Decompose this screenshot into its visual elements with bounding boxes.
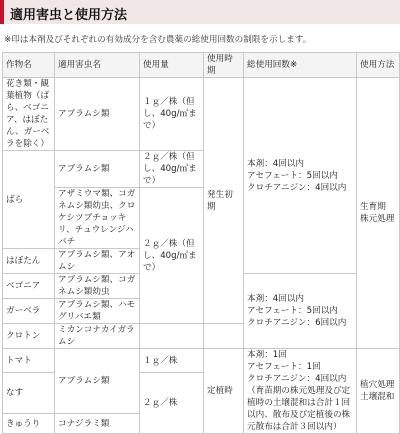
timing-cell-early: 発生初期 bbox=[204, 78, 244, 324]
table-header-row bbox=[3, 53, 400, 78]
amount-cell-1g: １ｇ／株 bbox=[140, 349, 204, 373]
pest-cell-rose-1: アブラムシ類 bbox=[55, 151, 140, 188]
crop-cell-croton: クロトン bbox=[3, 324, 55, 349]
pest-cell-cucumber: コナジラミ類 bbox=[55, 414, 140, 434]
table-row bbox=[3, 78, 400, 151]
pest-cell-begonia: アブラムシ類、コガネムシ類幼虫 bbox=[55, 274, 140, 299]
pest-cell-rose-2: アザミウマ類、コガネムシ類幼虫、クロケシツブチョッキリ、チュウレンジハバチ bbox=[55, 188, 140, 249]
amount-cell-1g-limit: １ｇ／株（但し、40g/㎡まで） bbox=[140, 78, 204, 151]
pest-cell-habotan: アブラムシ類、アオムシ bbox=[55, 249, 140, 274]
crop-cell-rose: ばら bbox=[3, 151, 55, 249]
method-cell-soil: 植穴処理 土壌混和 bbox=[357, 349, 400, 434]
crop-cell-tomato: トマト bbox=[3, 349, 55, 373]
count-cell-group-c: 本剤：1回 アセフェート：1回 クロチアニジン：4回以内（育苗期の株元処理及び定植時の土壌混和は合計１回以内、散布及び定植後の株元散布は合計３回以内） bbox=[244, 349, 357, 434]
amount-cell-croton-empty bbox=[140, 324, 204, 349]
header-pest: 適用害虫名 bbox=[55, 53, 140, 78]
timing-cell-croton-empty bbox=[204, 324, 244, 349]
amount-cell-2g-limit-a: ２ｇ／株（但し、40g/㎡まで） bbox=[140, 151, 204, 188]
pest-cell-tomato-eggplant: アブラムシ類 bbox=[55, 349, 140, 414]
crop-cell-gerbera: ガーベラ bbox=[3, 299, 55, 324]
crop-cell-cucumber: きゅうり bbox=[3, 414, 55, 434]
header-timing: 使用時期 bbox=[204, 53, 244, 78]
count-cell-group-b: 本剤：4回以内 アセフェート：5回以内 クロチアニジン：6回以内 bbox=[244, 274, 357, 349]
pest-cell-gerbera: アブラムシ類、ハモグリバエ類 bbox=[55, 299, 140, 324]
section-header bbox=[0, 0, 400, 24]
crop-cell-habotan: はぼたん bbox=[3, 249, 55, 274]
page-title: 適用害虫と使用方法 bbox=[10, 8, 128, 23]
method-cell-base: 生育期 株元処理 bbox=[357, 78, 400, 349]
crop-cell-flowers: 花き類・観葉植物（ばら、ベゴニア、はぼたん、ガーベラを除く） bbox=[3, 78, 55, 151]
application-table bbox=[2, 52, 400, 434]
header-crop: 作物名 bbox=[3, 53, 55, 78]
timing-cell-planting: 定植時 bbox=[204, 349, 244, 434]
table-row bbox=[3, 349, 400, 373]
amount-cell-2g: ２ｇ／株 bbox=[140, 373, 204, 434]
amount-cell-2g-limit-b: ２ｇ／株（但し、40g/㎡まで） bbox=[140, 188, 204, 324]
count-cell-group-a: 本剤：4回以内 アセフェート：5回以内 クロチアニジン：4回以内 bbox=[244, 78, 357, 274]
header-count: 総使用回数※ bbox=[244, 53, 357, 78]
header-amount: 使用量 bbox=[140, 53, 204, 78]
pest-cell-flowers: アブラムシ類 bbox=[55, 78, 140, 151]
pest-cell-croton: ミカンコナカイガラムシ bbox=[55, 324, 140, 349]
note-text: ※印は本剤及びそれぞれの有効成分を含む農薬の総使用回数の制限を示します。 bbox=[4, 35, 312, 45]
crop-cell-eggplant: なす bbox=[3, 373, 55, 414]
header-method: 使用方法 bbox=[357, 53, 400, 78]
crop-cell-begonia: ベゴニア bbox=[3, 274, 55, 299]
